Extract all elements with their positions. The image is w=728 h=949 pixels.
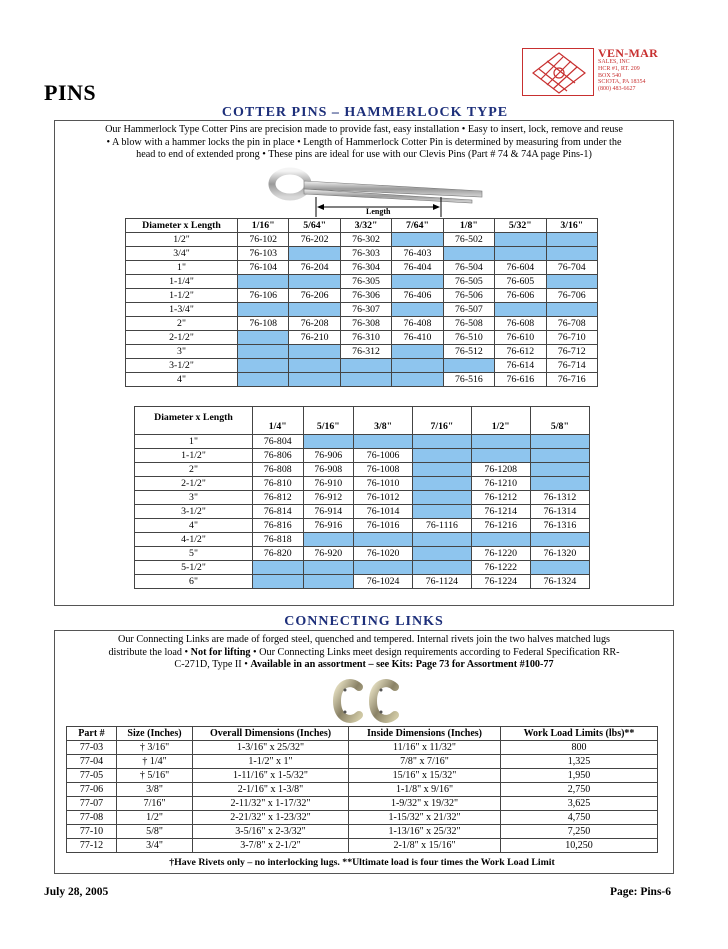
table-cell: 76-906 (303, 449, 354, 463)
row-header-cell: 77-07 (67, 797, 117, 811)
table-header-row (135, 407, 590, 435)
table-cell: 76-506 (443, 289, 494, 303)
table-cell: 76-914 (303, 505, 354, 519)
table-body (135, 435, 590, 589)
table-row (135, 547, 590, 561)
table-cell: 76-304 (340, 261, 391, 275)
table-cell: 76-312 (340, 345, 391, 359)
column-header: 3/8" (354, 407, 413, 435)
row-header-cell: 1-1/2" (126, 289, 238, 303)
table-cell: 76-716 (546, 373, 597, 387)
row-header-cell: 4" (135, 519, 253, 533)
table-cell: 76-1008 (354, 463, 413, 477)
connecting-links-heading: CONNECTING LINKS (284, 614, 444, 629)
table-row (126, 359, 598, 373)
table-cell: 76-1016 (354, 519, 413, 533)
table-cell: 76-1210 (471, 477, 530, 491)
intro-line: • A blow with a hammer locks the pin in place • Length of Hammerlock Cotter Pin is determined by measuring from under the (106, 136, 622, 148)
table-cell (303, 561, 354, 575)
row-header-cell: 2-1/2" (135, 477, 253, 491)
table-row (126, 261, 598, 275)
logo-line: (800) 483-6627 (598, 86, 636, 93)
table-cell: 76-208 (289, 317, 340, 331)
table-cell: 76-1208 (471, 463, 530, 477)
table-cell: 76-502 (443, 233, 494, 247)
logo-line: BOX 540 (598, 72, 622, 79)
table-cell (392, 345, 443, 359)
intro-text: distribute the load • (108, 646, 191, 658)
table-cell: 76-1316 (530, 519, 589, 533)
table-cell (303, 533, 354, 547)
table-cell: 76-808 (253, 463, 304, 477)
cotter-pin-table-small (125, 218, 598, 387)
table-cell (443, 359, 494, 373)
table-cell (238, 331, 289, 345)
table-cell: 76-106 (238, 289, 289, 303)
table-cell: 2,750 (501, 783, 658, 797)
row-header-cell: 3" (126, 345, 238, 359)
table-row (67, 783, 658, 797)
logo-address (598, 59, 645, 93)
table-cell: 76-303 (340, 247, 391, 261)
table-cell: 2-11/32" x 1-17/32" (193, 797, 349, 811)
table-cell: 1,325 (501, 755, 658, 769)
row-header-cell: 3/4" (126, 247, 238, 261)
table-cell (354, 533, 413, 547)
table-row (135, 435, 590, 449)
table-cell: 76-706 (546, 289, 597, 303)
table-cell (546, 233, 597, 247)
table-row (135, 449, 590, 463)
table-cell: 76-103 (238, 247, 289, 261)
table-row (126, 289, 598, 303)
table-cell (495, 233, 546, 247)
table-cell: 76-210 (289, 331, 340, 345)
table-cell: 76-816 (253, 519, 304, 533)
table-cell: 76-1312 (530, 491, 589, 505)
column-header: 7/16" (413, 407, 472, 435)
row-header-cell: 5" (135, 547, 253, 561)
table-cell: 76-606 (495, 289, 546, 303)
table-cell (303, 575, 354, 589)
cotter-pin-table-large (134, 406, 590, 589)
column-header: Work Load Limits (lbs)** (501, 727, 658, 741)
row-header-cell: 77-06 (67, 783, 117, 797)
table-cell: 3-5/16" x 2-3/32" (193, 825, 349, 839)
table-cell: 76-306 (340, 289, 391, 303)
page-title: PINS (44, 80, 97, 105)
row-header-cell: 2-1/2" (126, 331, 238, 345)
row-header-cell: 3-1/2" (126, 359, 238, 373)
table-cell: 1-9/32" x 19/32" (349, 797, 501, 811)
row-header-cell: 4-1/2" (135, 533, 253, 547)
logo-line: SCIOTA, PA 18354 (598, 79, 646, 86)
table-cell: 76-1024 (354, 575, 413, 589)
table-cell (392, 373, 443, 387)
column-header: 5/64" (289, 219, 340, 233)
table-cell (413, 477, 472, 491)
table-cell (471, 533, 530, 547)
table-cell: 1/2" (117, 811, 193, 825)
table-cell (413, 435, 472, 449)
column-header: 5/16" (303, 407, 354, 435)
table-cell: 76-404 (392, 261, 443, 275)
table-row (67, 825, 658, 839)
table-cell (289, 373, 340, 387)
table-cell: 76-104 (238, 261, 289, 275)
row-header-cell: 1-3/4" (126, 303, 238, 317)
table-cell: 1-15/32" x 21/32" (349, 811, 501, 825)
table-row (67, 797, 658, 811)
column-header: 5/8" (530, 407, 589, 435)
table-cell (289, 247, 340, 261)
table-cell (340, 359, 391, 373)
column-header: 5/32" (495, 219, 546, 233)
table-cell: 76-206 (289, 289, 340, 303)
table-cell: 2-1/16" x 1-3/8" (193, 783, 349, 797)
table-cell: 3/8" (117, 783, 193, 797)
table-cell (238, 373, 289, 387)
table-cell: 1,950 (501, 769, 658, 783)
table-cell: 2-1/8" x 15/16" (349, 839, 501, 853)
table-row (135, 561, 590, 575)
table-cell (238, 275, 289, 289)
table-cell: 76-604 (495, 261, 546, 275)
table-cell: 76-612 (495, 345, 546, 359)
table-row (67, 839, 658, 853)
table-cell: 76-812 (253, 491, 304, 505)
table-cell (413, 491, 472, 505)
table-cell: † 1/4" (117, 755, 193, 769)
table-cell: 76-1116 (413, 519, 472, 533)
table-cell: 76-1006 (354, 449, 413, 463)
table-row (126, 247, 598, 261)
table-cell: 1-13/16" x 25/32" (349, 825, 501, 839)
intro-line: Our Hammerlock Type Cotter Pins are precision made to provide fast, easy installation • Easy to insert, lock, remove and reuse (105, 124, 623, 135)
table-cell: 76-204 (289, 261, 340, 275)
table-cell: 5/8" (117, 825, 193, 839)
table-cell: 76-406 (392, 289, 443, 303)
table-cell: 7,250 (501, 825, 658, 839)
table-cell: 76-1214 (471, 505, 530, 519)
row-header-cell: 6" (135, 575, 253, 589)
not-for-lifting-warning: Not for lifting (190, 646, 251, 658)
table-cell: 76-1124 (413, 575, 472, 589)
logo-line: SALES, INC (598, 59, 630, 65)
table-cell (238, 345, 289, 359)
table-body (67, 741, 658, 853)
row-header-cell: 1-1/4" (126, 275, 238, 289)
table-cell (546, 303, 597, 317)
table-cell: 76-508 (443, 317, 494, 331)
column-header: Part # (67, 727, 117, 741)
table-cell (413, 463, 472, 477)
connecting-links-image (331, 677, 403, 725)
table-cell: 76-1020 (354, 547, 413, 561)
table-cell: 76-302 (340, 233, 391, 247)
table-cell: 76-616 (495, 373, 546, 387)
table-cell: 76-916 (303, 519, 354, 533)
intro-line (58, 634, 670, 647)
column-header: Overall Dimensions (Inches) (193, 727, 349, 741)
table-cell: 3-7/8" x 2-1/2" (193, 839, 349, 853)
table-cell: 76-1220 (471, 547, 530, 561)
table-row (135, 505, 590, 519)
table-cell: 76-505 (443, 275, 494, 289)
table-cell (546, 247, 597, 261)
logo-mark (522, 48, 594, 96)
table-cell: 76-605 (495, 275, 546, 289)
row-header-cell: 1" (135, 435, 253, 449)
footer-date: July 28, 2005 (44, 886, 109, 898)
table-cell: 76-820 (253, 547, 304, 561)
intro-text: • Our Connecting Links meet design requirements according to Federal Specification RR- (250, 646, 620, 658)
table-header-row (67, 727, 658, 741)
table-cell: 1-11/16" x 1-5/32" (193, 769, 349, 783)
length-label: Length (366, 207, 391, 216)
table-cell (413, 547, 472, 561)
table-cell (495, 303, 546, 317)
table-cell (413, 561, 472, 575)
table-cell: 76-910 (303, 477, 354, 491)
column-header: Diameter x Length (135, 407, 253, 435)
table-cell: 7/8" x 7/16" (349, 755, 501, 769)
table-cell (392, 303, 443, 317)
column-header: 1/8" (443, 219, 494, 233)
row-header-cell: 1/2" (126, 233, 238, 247)
table-cell: 76-202 (289, 233, 340, 247)
table-cell: 76-1314 (530, 505, 589, 519)
table-cell: 76-810 (253, 477, 304, 491)
table-row (126, 331, 598, 345)
row-header-cell: 2" (126, 317, 238, 331)
table-header-row (126, 219, 598, 233)
table-cell: 76-714 (546, 359, 597, 373)
table-cell: 76-512 (443, 345, 494, 359)
table-cell: 800 (501, 741, 658, 755)
table-cell (354, 435, 413, 449)
table-cell: 1-1/8" x 9/16" (349, 783, 501, 797)
connecting-links-intro (58, 634, 670, 672)
table-cell (238, 303, 289, 317)
table-cell (546, 275, 597, 289)
table-row (67, 811, 658, 825)
table-cell: 2-21/32" x 1-23/32" (193, 811, 349, 825)
row-header-cell: 77-03 (67, 741, 117, 755)
table-cell: 76-1212 (471, 491, 530, 505)
table-cell: 76-920 (303, 547, 354, 561)
row-header-cell: 1-1/2" (135, 449, 253, 463)
table-cell: 76-108 (238, 317, 289, 331)
table-cell (289, 359, 340, 373)
table-cell (443, 247, 494, 261)
row-header-cell: 3-1/2" (135, 505, 253, 519)
table-cell (303, 435, 354, 449)
table-cell: 1-1/2" x 1" (193, 755, 349, 769)
row-header-cell: 77-04 (67, 755, 117, 769)
table-cell: 76-614 (495, 359, 546, 373)
cotter-pins-intro (58, 124, 670, 162)
table-cell: 76-710 (546, 331, 597, 345)
table-cell: 76-912 (303, 491, 354, 505)
table-cell: 76-102 (238, 233, 289, 247)
table-cell: 76-410 (392, 331, 443, 345)
table-row (135, 491, 590, 505)
row-header-cell: 2" (135, 463, 253, 477)
table-cell: 76-814 (253, 505, 304, 519)
cotter-pins-heading: COTTER PINS – HAMMERLOCK TYPE (221, 105, 509, 120)
table-cell (530, 435, 589, 449)
row-header-cell: 77-08 (67, 811, 117, 825)
row-header-cell: 77-12 (67, 839, 117, 853)
table-cell: 4,750 (501, 811, 658, 825)
column-header: 7/64" (392, 219, 443, 233)
table-row (126, 317, 598, 331)
row-header-cell: 4" (126, 373, 238, 387)
table-cell (253, 575, 304, 589)
column-header: Size (Inches) (117, 727, 193, 741)
table-cell: 76-310 (340, 331, 391, 345)
table-cell: 76-804 (253, 435, 304, 449)
footnote: †Have Rivets only – no interlocking lugs. **Ultimate load is four times the Work Load Limit (169, 857, 555, 868)
table-cell: 76-1216 (471, 519, 530, 533)
table-cell: 76-307 (340, 303, 391, 317)
table-cell (530, 477, 589, 491)
table-body (126, 233, 598, 387)
row-header-cell: 5-1/2" (135, 561, 253, 575)
column-header: Diameter x Length (126, 219, 238, 233)
footer-page-number: Page: Pins-6 (610, 886, 672, 898)
table-cell (413, 505, 472, 519)
table-cell: † 5/16" (117, 769, 193, 783)
row-header-cell: 3" (135, 491, 253, 505)
table-cell: 76-908 (303, 463, 354, 477)
table-cell: 76-704 (546, 261, 597, 275)
table-cell: 76-504 (443, 261, 494, 275)
table-cell (413, 449, 472, 463)
table-row (126, 345, 598, 359)
logo-line: HCR #1, RT. 209 (598, 65, 640, 72)
table-cell: 76-516 (443, 373, 494, 387)
table-cell: 76-403 (392, 247, 443, 261)
logo-brand: VEN-MAR (598, 46, 659, 60)
table-cell: 76-1014 (354, 505, 413, 519)
table-cell (238, 359, 289, 373)
table-cell (392, 275, 443, 289)
table-cell (253, 561, 304, 575)
table-cell: 11/16" x 11/32" (349, 741, 501, 755)
column-header: 3/16" (546, 219, 597, 233)
table-cell: 76-806 (253, 449, 304, 463)
table-row (126, 275, 598, 289)
company-logo (522, 48, 672, 98)
intro-line (58, 659, 670, 672)
table-cell: 76-408 (392, 317, 443, 331)
table-row (135, 463, 590, 477)
table-cell (289, 275, 340, 289)
column-header: Inside Dimensions (Inches) (349, 727, 501, 741)
table-cell (289, 345, 340, 359)
table-cell: † 3/16" (117, 741, 193, 755)
table-cell: 76-305 (340, 275, 391, 289)
table-cell: 1-3/16" x 25/32" (193, 741, 349, 755)
table-cell: 76-1010 (354, 477, 413, 491)
table-row (67, 755, 658, 769)
table-row (67, 741, 658, 755)
table-cell: 7/16" (117, 797, 193, 811)
table-cell (530, 449, 589, 463)
table-cell (289, 303, 340, 317)
table-row (126, 233, 598, 247)
column-header: 1/4" (253, 407, 304, 435)
table-cell: 76-608 (495, 317, 546, 331)
table-cell: 76-507 (443, 303, 494, 317)
table-cell (413, 533, 472, 547)
table-cell: 76-1222 (471, 561, 530, 575)
intro-line: head to end of extended prong • These pins are ideal for use with our Clevis Pins (Part # 74 & 74A page Pins-1) (136, 149, 592, 161)
table-row (135, 533, 590, 547)
column-header: 1/2" (471, 407, 530, 435)
table-row (126, 303, 598, 317)
intro-text: Our Connecting Links are made of forged steel, quenched and tempered. Internal rivets join the two halves matched lugs (117, 634, 611, 645)
intro-line (58, 647, 670, 660)
table-cell (495, 247, 546, 261)
table-cell: 3,625 (501, 797, 658, 811)
table-cell (340, 373, 391, 387)
row-header-cell: 1" (126, 261, 238, 275)
table-cell: 3/4" (117, 839, 193, 853)
table-row (135, 519, 590, 533)
table-cell: 76-1324 (530, 575, 589, 589)
table-cell (530, 533, 589, 547)
table-cell: 15/16" x 15/32" (349, 769, 501, 783)
table-cell: 76-818 (253, 533, 304, 547)
assortment-note: Available in an assortment – see Kits: Page 73 for Assortment #100-77 (250, 659, 554, 671)
table-cell (471, 449, 530, 463)
connecting-links-table (66, 726, 658, 853)
table-row (67, 769, 658, 783)
table-cell (392, 359, 443, 373)
table-cell: 76-712 (546, 345, 597, 359)
intro-text: C-271D, Type II • (174, 659, 251, 671)
table-cell: 76-1320 (530, 547, 589, 561)
column-header: 1/16" (238, 219, 289, 233)
table-cell (471, 435, 530, 449)
table-row (135, 575, 590, 589)
table-cell (530, 463, 589, 477)
table-row (135, 477, 590, 491)
table-cell: 76-610 (495, 331, 546, 345)
table-cell (354, 561, 413, 575)
table-cell: 76-708 (546, 317, 597, 331)
table-cell (392, 233, 443, 247)
table-cell: 10,250 (501, 839, 658, 853)
table-cell: 76-308 (340, 317, 391, 331)
row-header-cell: 77-05 (67, 769, 117, 783)
table-cell: 76-1012 (354, 491, 413, 505)
row-header-cell: 77-10 (67, 825, 117, 839)
table-cell (530, 561, 589, 575)
table-cell: 76-510 (443, 331, 494, 345)
table-cell: 76-1224 (471, 575, 530, 589)
table-row (126, 373, 598, 387)
column-header: 3/32" (340, 219, 391, 233)
